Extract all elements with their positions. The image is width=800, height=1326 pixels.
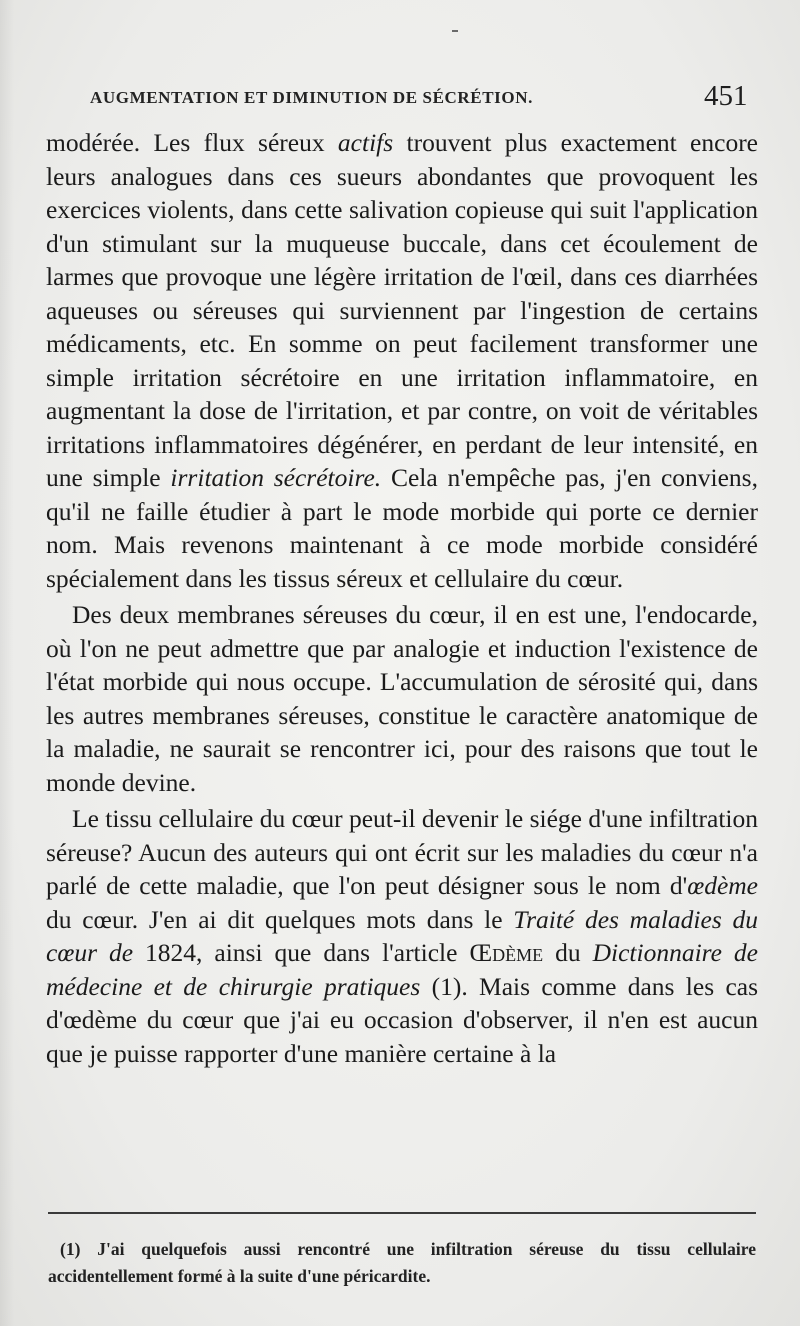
- text-segment: 1824, ainsi que dans l'article: [133, 938, 470, 967]
- italic-term-oedeme: œdème: [687, 871, 758, 900]
- text-segment: du: [543, 938, 593, 967]
- italic-term-irritation-secretoire: irritation sécrétoire.: [170, 463, 382, 492]
- italic-book-title: Traité des maladies du cœur de: [46, 904, 758, 967]
- print-mark: [452, 30, 458, 32]
- italic-dictionary-title: Dictionnaire de médecine et de chirurgie pratiques: [46, 938, 758, 1001]
- text-segment: trouvent plus exactement encore leurs analogues dans ces sueurs abondantes que provoquent les exercices violents, dans cette salivation copieuse qui suit l'application d'un stimulant sur la muqueuse buccale, dans cet écoulement de larmes que provoque une légère irritation de l'œil, dans ces diarrhées aqueuses ou séreuses qui surviennent par l'ingestion de certains médicaments, etc. En somme on peut facilement transformer une simple irritation sécrétoire en une irritation inflammatoire, en augmentant la dose de l'irritation, et par contre, on voit de véritables irritations inflammatoires dégénérer, en perdant de leur intensité, en une simple: [46, 128, 759, 492]
- footnote-text: (1) J'ai quelquefois aussi rencontré une infiltration séreuse du tissu cellulaire accidentellement formé à la suite d'une péricardite.: [48, 1239, 756, 1286]
- text-segment: Le tissu cellulaire du cœur peut-il devenir le siége d'une infiltration séreuse? Aucun des auteurs qui ont écrit sur les maladies du cœur n'a parlé de cette maladie, que l'on peut désigner sous le nom d': [46, 804, 758, 900]
- running-title: AUGMENTATION ET DIMINUTION DE SÉCRÉTION.: [90, 88, 533, 107]
- text-segment: Des deux membranes séreuses du cœur, il en est une, l'endocarde, où l'on ne peut admettre que par analogie et induction l'existence de l'état morbide qui nous occupe. L'accumulation de sérosité qui, dans les autres membranes séreuses, constitue le caractère anatomique de la maladie, ne saurait se rencontrer ici, pour des raisons que tout le monde devine.: [46, 600, 758, 797]
- text-segment: du cœur. J'en ai dit quelques mots dans le: [46, 904, 514, 934]
- italic-term-actifs: actifs: [337, 128, 394, 157]
- paragraph-1: [46, 126, 758, 595]
- paragraph-2: [46, 598, 758, 799]
- body-text: [46, 126, 758, 1070]
- text-segment: modérée. Les flux séreux: [46, 128, 338, 157]
- footnote-divider: [48, 1212, 756, 1214]
- paragraph-3: [46, 802, 758, 1070]
- text-segment: Cela n'empêche pas, j'en conviens, qu'il ne faille étudier à part le mode morbide qui porte ce dernier nom. Mais revenons maintenant à ce mode morbide considéré spécialement dans les tissus séreux et cellulaire du cœur.: [46, 463, 758, 593]
- text-segment: (1). Mais comme dans les cas d'œdème du cœur que j'ai eu occasion d'observer, il n'en est aucun que je puisse rapporter d'une manière certaine à la: [46, 971, 758, 1068]
- footnote: [48, 1236, 756, 1290]
- page-number: 451: [704, 80, 748, 112]
- smallcaps-article-name: Œdème: [469, 938, 544, 967]
